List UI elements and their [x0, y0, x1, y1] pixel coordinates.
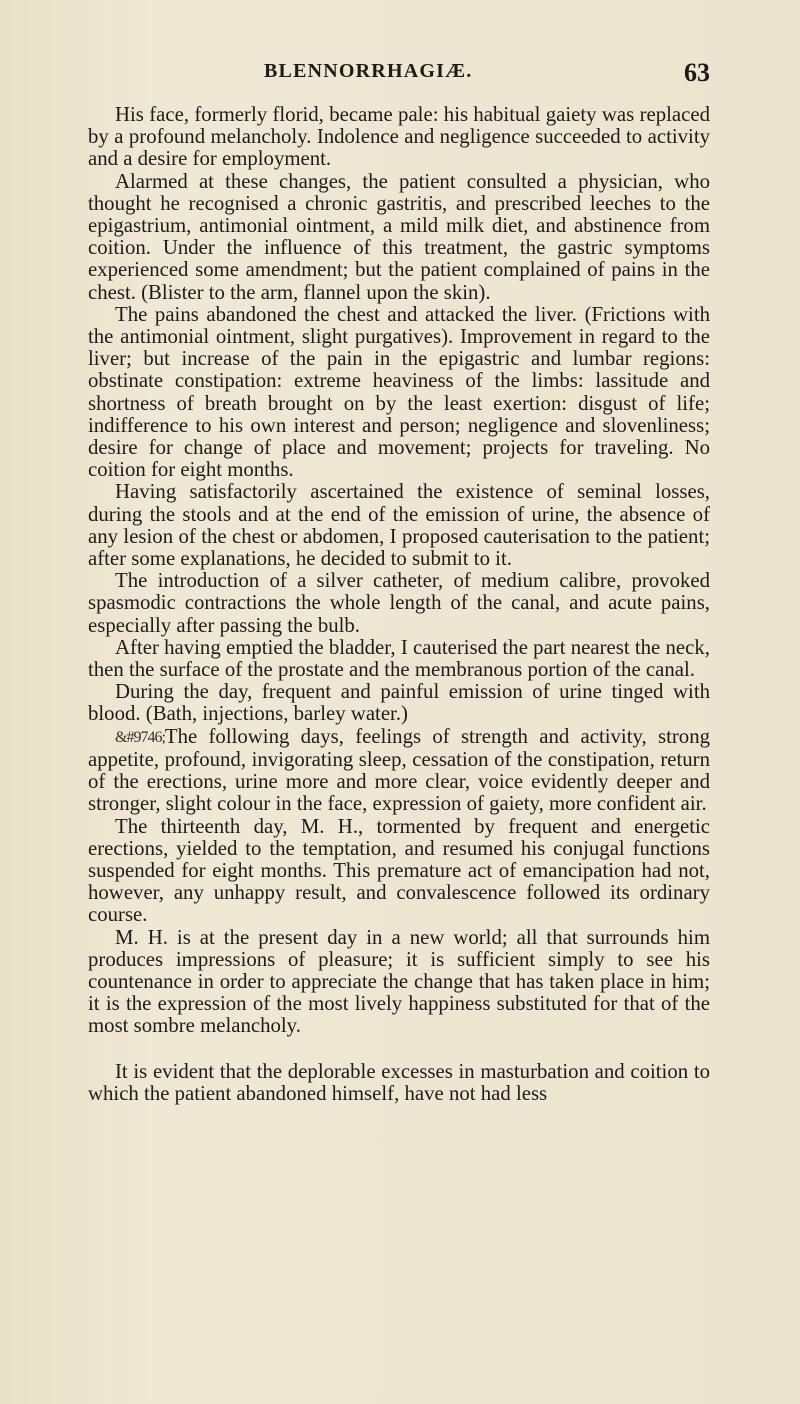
paragraph: Alarmed at these changes, the patient consulted a physician, who thought he recognised a chronic gastritis, and prescribed leeches to the epigastrium, antimonial ointment, a mild milk diet, and abstinence from coition. Under the influence of this treatment, the gastric symptoms experienced some amendment; but the patient complained of pains in the chest. (Blister to the arm, flannel upon the skin). — [88, 169, 710, 304]
paragraph: It is evident that the deplorable excesses in masturbation and coition to which the patient abandoned himself, have not had less — [88, 1059, 710, 1105]
running-title: BLENNORRHAGIÆ. — [264, 60, 473, 82]
paragraph: M. H. is at the present day in a new world; all that surrounds him produces impressions of pleasure; it is sufficient simply to see his countenance in order to appreciate the change that has taken place in him; it is the expression of the most lively happiness substituted for that of the most sombre melancholy. — [88, 925, 710, 1038]
printer-mark-icon: &#9746; — [115, 728, 165, 746]
paragraph: During the day, frequent and painful emission of urine tinged with blood. (Bath, injections, barley water.) — [88, 680, 710, 726]
page-number: 63 — [684, 58, 710, 87]
paragraph: The thirteenth day, M. H., tormented by frequent and energetic erections, yielded to the temptation, and resumed his conjugal functions suspended for eight months. This premature act of emancipation had not, however, any unhappy result, and convalescence followed its ordinary course. — [88, 814, 710, 927]
paragraph: His face, formerly florid, became pale: his habitual gaiety was replaced by a profound melancholy. Indolence and negligence succeeded to activity and a desire for employment. — [88, 103, 710, 171]
paragraph: The introduction of a silver catheter, of medium calibre, provoked spasmodic contractions the whole length of the canal, and acute pains, especially after passing the bulb. — [88, 569, 710, 637]
paragraph: The pains abandoned the chest and attacked the liver. (Frictions with the antimonial ointment, slight purgatives). Improvement in regard to the liver; but increase of the pain in the epigastric and lumbar regions: obstinate constipation: extreme heaviness of the limbs: lassitude and shortness of breath brought on by the least exertion: disgust of life; indifference to his own interest and person; negligence and slovenliness; desire for change of place and movement; projects for traveling. No coition for eight months. — [88, 302, 710, 482]
paragraph-with-mark — [88, 726, 710, 816]
body-text — [88, 104, 710, 1105]
paragraph: After having emptied the bladder, I cauterised the part nearest the neck, then the surface of the prostate and the membranous portion of the canal. — [88, 635, 710, 682]
paragraph: Having satisfactorily ascertained the existence of seminal losses, during the stools and at the end of the emission of urine, the absence of any lesion of the chest or abdomen, I proposed cauterisation to the patient; after some explanations, he decided to submit to it. — [88, 480, 710, 571]
paragraph-text: The following days, feelings of strength and activity, strong appetite, profound, invigorating sleep, cessation of the constipation, return of the erections, urine more and more clear, voice evidently deeper and stronger, slight colour in the face, expression of gaiety, more confident air. — [88, 724, 710, 816]
running-head — [116, 58, 710, 94]
